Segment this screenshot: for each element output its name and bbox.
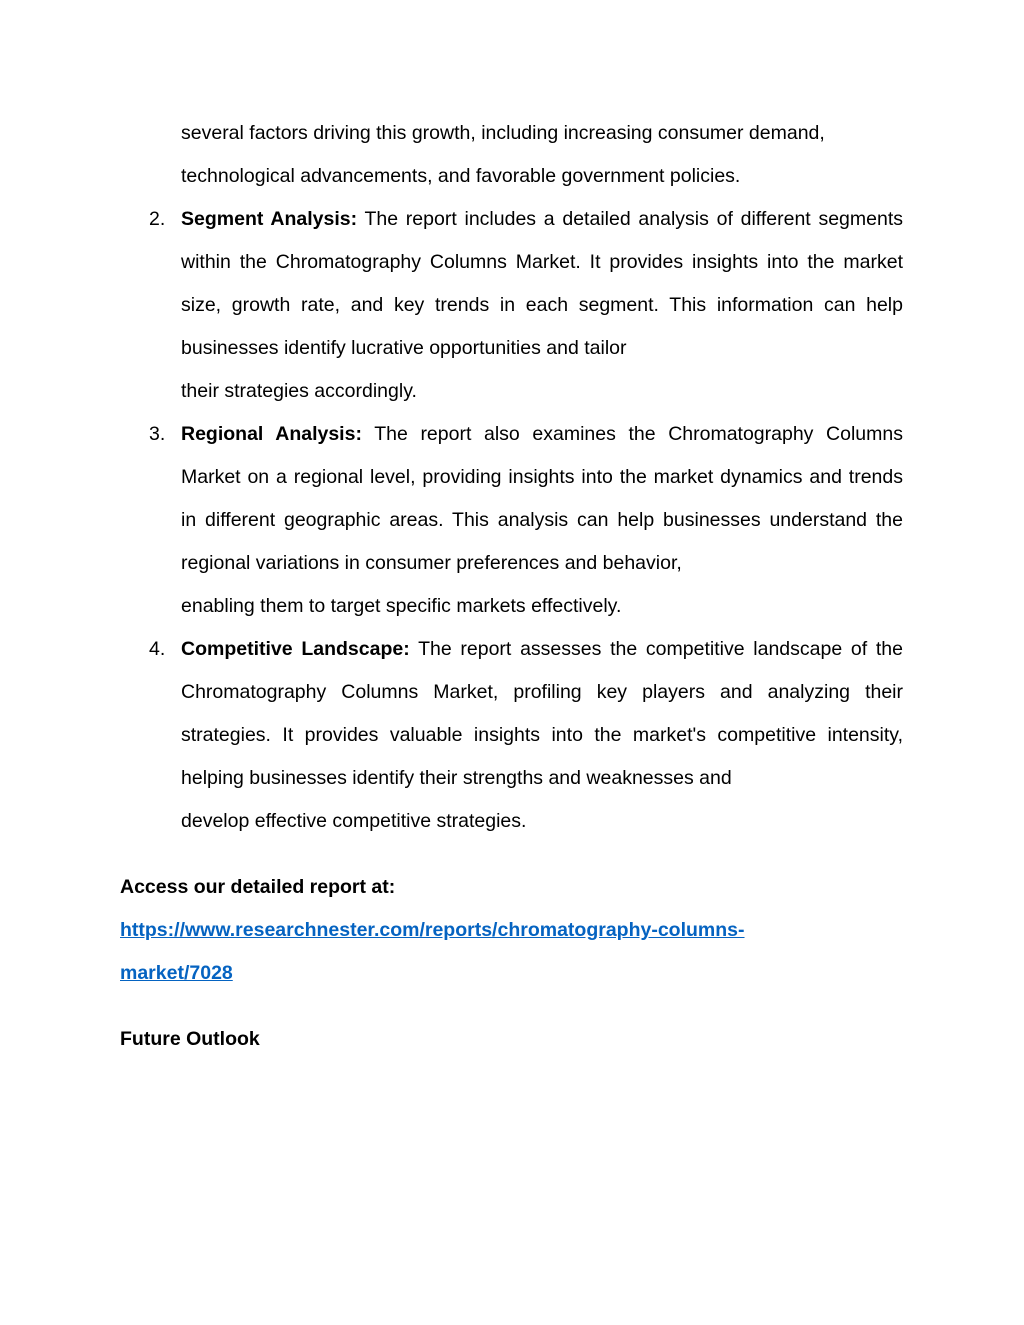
list-item-text: The report includes a detailed analysis of different segments within the Chromatography Columns Market. It provides insights into the market size, growth rate, and key trends in each segment. This information can help businesses identify lucrative opportunities and tailor [181, 208, 903, 359]
list-item-last-line: develop effective competitive strategies. [181, 810, 527, 832]
access-report-block [120, 866, 920, 995]
list-item-last-line: enabling them to target specific markets effectively. [181, 595, 622, 617]
list-item-paragraph [181, 628, 903, 800]
numbered-list [0, 112, 1024, 843]
continuation-line-2: technological advancements, and favorable government policies. [181, 165, 741, 187]
list-item-heading: Regional Analysis: [181, 423, 362, 445]
list-number: 2. [149, 208, 166, 230]
list-item-text: The report also examines the Chromatography Columns Market on a regional level, providing insights into the market dynamics and trends in different geographic areas. This analysis can help businesses understand the regional variations in consumer preferences and behavior, [181, 423, 903, 574]
list-item-competitive-landscape [0, 628, 903, 843]
report-link-line-2[interactable]: market/7028 [120, 962, 233, 984]
list-item-heading: Competitive Landscape: [181, 638, 410, 660]
list-item-last-line: their strategies accordingly. [181, 380, 417, 402]
list-item-segment-analysis [0, 198, 903, 413]
list-item-paragraph [181, 413, 903, 585]
list-item-regional-analysis [0, 413, 903, 628]
continuation-line-1: several factors driving this growth, including increasing consumer demand, [181, 122, 825, 144]
list-number: 3. [149, 423, 166, 445]
list-item-heading: Segment Analysis: [181, 208, 358, 230]
list-item-paragraph [181, 198, 903, 370]
list-item-continuation [0, 112, 903, 198]
list-number: 4. [149, 638, 166, 660]
report-link-line-1[interactable]: https://www.researchnester.com/reports/chromatography-columns- [120, 919, 745, 941]
future-outlook-heading: Future Outlook [120, 1028, 260, 1050]
list-item-text: The report assesses the competitive landscape of the Chromatography Columns Market, profiling key players and analyzing their strategies. It provides valuable insights into the market's competitive intensity, helping businesses identify their strengths and weaknesses and [181, 638, 903, 789]
access-label: Access our detailed report at: [120, 876, 396, 898]
